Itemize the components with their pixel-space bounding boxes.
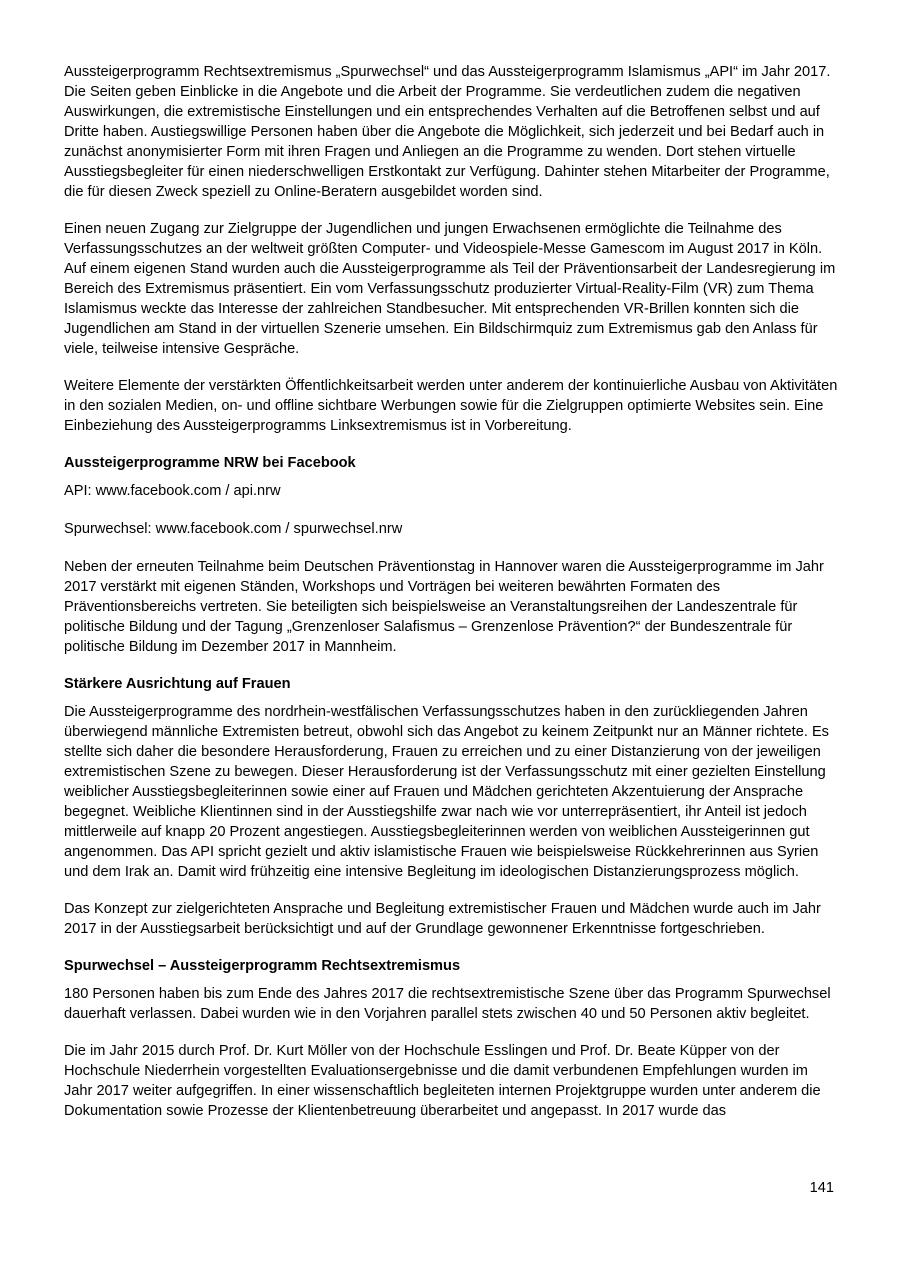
frauen-paragraph: Die Aussteigerprogramme des nordrhein-westfälischen Verfassungsschutzes haben in den zurückliegenden Jahren überwiegend männliche Extremisten betreut, obwohl sich das Angebot zu keinem Zeitpunkt nur an Männer richtete. Es stellte sich daher die besondere Herausforderung, Frauen zu erreichen und zu einer Distanzierung von der jeweiligen extremistischen Szene zu bewegen. Dieser Herausforderung ist der Verfassungsschutz mit einer gezielten Einstellung weiblicher Ausstiegsbegleiterinnen sowie einer auf Frauen und Mädchen gerichteten Akzentuierung der Ansprache begegnet. Weibliche Klientinnen sind in der Ausstiegshilfe zwar nach wie vor unterrepräsentiert, ihr Anteil ist jedoch mittlerweile auf knapp 20 Prozent angestiegen. Ausstiegsbegleiterinnen werden von weiblichen Aussteigerinnen gut angenommen. Das API spricht gezielt und aktiv islamistische Frauen wie beispielsweise Rückkehrerinnen aus Syrien und dem Irak an. Damit wird frühzeitig eine intensive Begleitung im ideologischen Distanzierungsprozess möglich. [64, 704, 829, 880]
facebook-spurwechsel-link: Spurwechsel: www.facebook.com / spurwechsel.nrw [64, 521, 403, 537]
spurwechsel-heading: Spurwechsel – Aussteigerprogramm Rechtsextremismus [64, 958, 461, 974]
page-number: 141 [809, 1180, 834, 1196]
praeventionstag-paragraph: Neben der erneuten Teilnahme beim Deutschen Präventionstag in Hannover waren die Aussteigerprogramme im Jahr 2017 verstärkt mit eigenen Ständen, Workshops und Vorträgen bei weiteren bewährten Formaten des Präventionsbereichs vertreten. Sie beteiligten sich beispielsweise an Veranstaltungsreihen der Landeszentrale für politische Bildung und der Tagung „Grenzenloser Salafismus – Grenzenlose Prävention?“ der Bundeszentrale für politische Bildung im Dezember 2017 in Mannheim. [64, 559, 824, 655]
document-body [64, 62, 838, 1138]
gamescom-paragraph: Einen neuen Zugang zur Zielgruppe der Jugendlichen und jungen Erwachsenen ermöglichte die Teilnahme des Verfassungsschutzes an der weltweit größten Computer- und Videospiele-Messe Gamescom im August 2017 in Köln. Auf einem eigenen Stand wurden auch die Aussteigerprogramme als Teil der Präventionsarbeit der Landesregierung im Bereich des Extremismus präsentiert. Ein vom Verfassungsschutz produzierter Virtual-Reality-Film (VR) zum Thema Islamismus weckte das Interesse der zahlreichen Standbesucher. Mit entsprechenden VR-Brillen konnten sich die Jugendlichen am Stand in der virtuellen Szenerie umsehen. Ein Bildschirmquiz zum Extremismus gab den Anlass für viele, teilweise intensive Gespräche. [64, 221, 836, 357]
evaluation-paragraph: Die im Jahr 2015 durch Prof. Dr. Kurt Möller von der Hochschule Esslingen und Prof. Dr. Beate Küpper von der Hochschule Niederrhein vorgestellten Evaluationsergebnisse und die damit verbundenen Empfehlungen wurden im Jahr 2017 weiter aufgegriffen. In einer wissenschaftlich begleiteten internen Projektgruppe wurden unter anderem die Dokumentation sowie Prozesse der Klientenbetreuung überarbeitet und angepasst. In 2017 wurde das [64, 1043, 821, 1119]
facebook-api-link: API: www.facebook.com / api.nrw [64, 483, 281, 499]
intro-paragraph: Aussteigerprogramm Rechtsextremismus „Spurwechsel“ und das Aussteigerprogramm Islamismus „API“ im Jahr 2017. Die Seiten geben Einblicke in die Angebote und die Arbeit der Programme. Sie verdeutlichen zudem die negativen Auswirkungen, die extremistische Einstellungen und ein entsprechendes Verhalten auf die Betroffenen selbst und auf Dritte haben. Austiegswillige Personen haben über die Angebote die Möglichkeit, sich jederzeit und bei Bedarf auch in zunächst anonymisierter Form mit ihren Fragen und Anliegen an die Programme zu wenden. Dort stehen virtuelle Ausstiegsbegleiter für einen niederschwelligen Erstkontakt zur Verfügung. Dahinter stehen Mitarbeiter der Programme, die für diesen Zweck speziell zu Online-Beratern ausgebildet worden sind. [64, 64, 831, 200]
konzept-paragraph: Das Konzept zur zielgerichteten Ansprache und Begleitung extremistischer Frauen und Mädchen wurde auch im Jahr 2017 in der Ausstiegsarbeit berücksichtigt und auf der Grundlage gewonnener Erkenntnisse fortgeschrieben. [64, 901, 821, 937]
public-relations-paragraph: Weitere Elemente der verstärkten Öffentlichkeitsarbeit werden unter anderem der kontinuierliche Ausbau von Aktivitäten in den sozialen Medien, on- und offline sichtbare Werbungen sowie für die Zielgruppen optimierte Websites sein. Eine Einbeziehung des Aussteigerprogramms Linksextremismus ist in Vorbereitung. [64, 378, 838, 434]
frauen-heading: Stärkere Ausrichtung auf Frauen [64, 676, 291, 692]
spurwechsel-paragraph: 180 Personen haben bis zum Ende des Jahres 2017 die rechtsextremistische Szene über das Programm Spurwechsel dauerhaft verlassen. Dabei wurden wie in den Vorjahren parallel stets zwischen 40 und 50 Personen aktiv begleitet. [64, 986, 831, 1022]
facebook-heading: Aussteigerprogramme NRW bei Facebook [64, 455, 356, 471]
